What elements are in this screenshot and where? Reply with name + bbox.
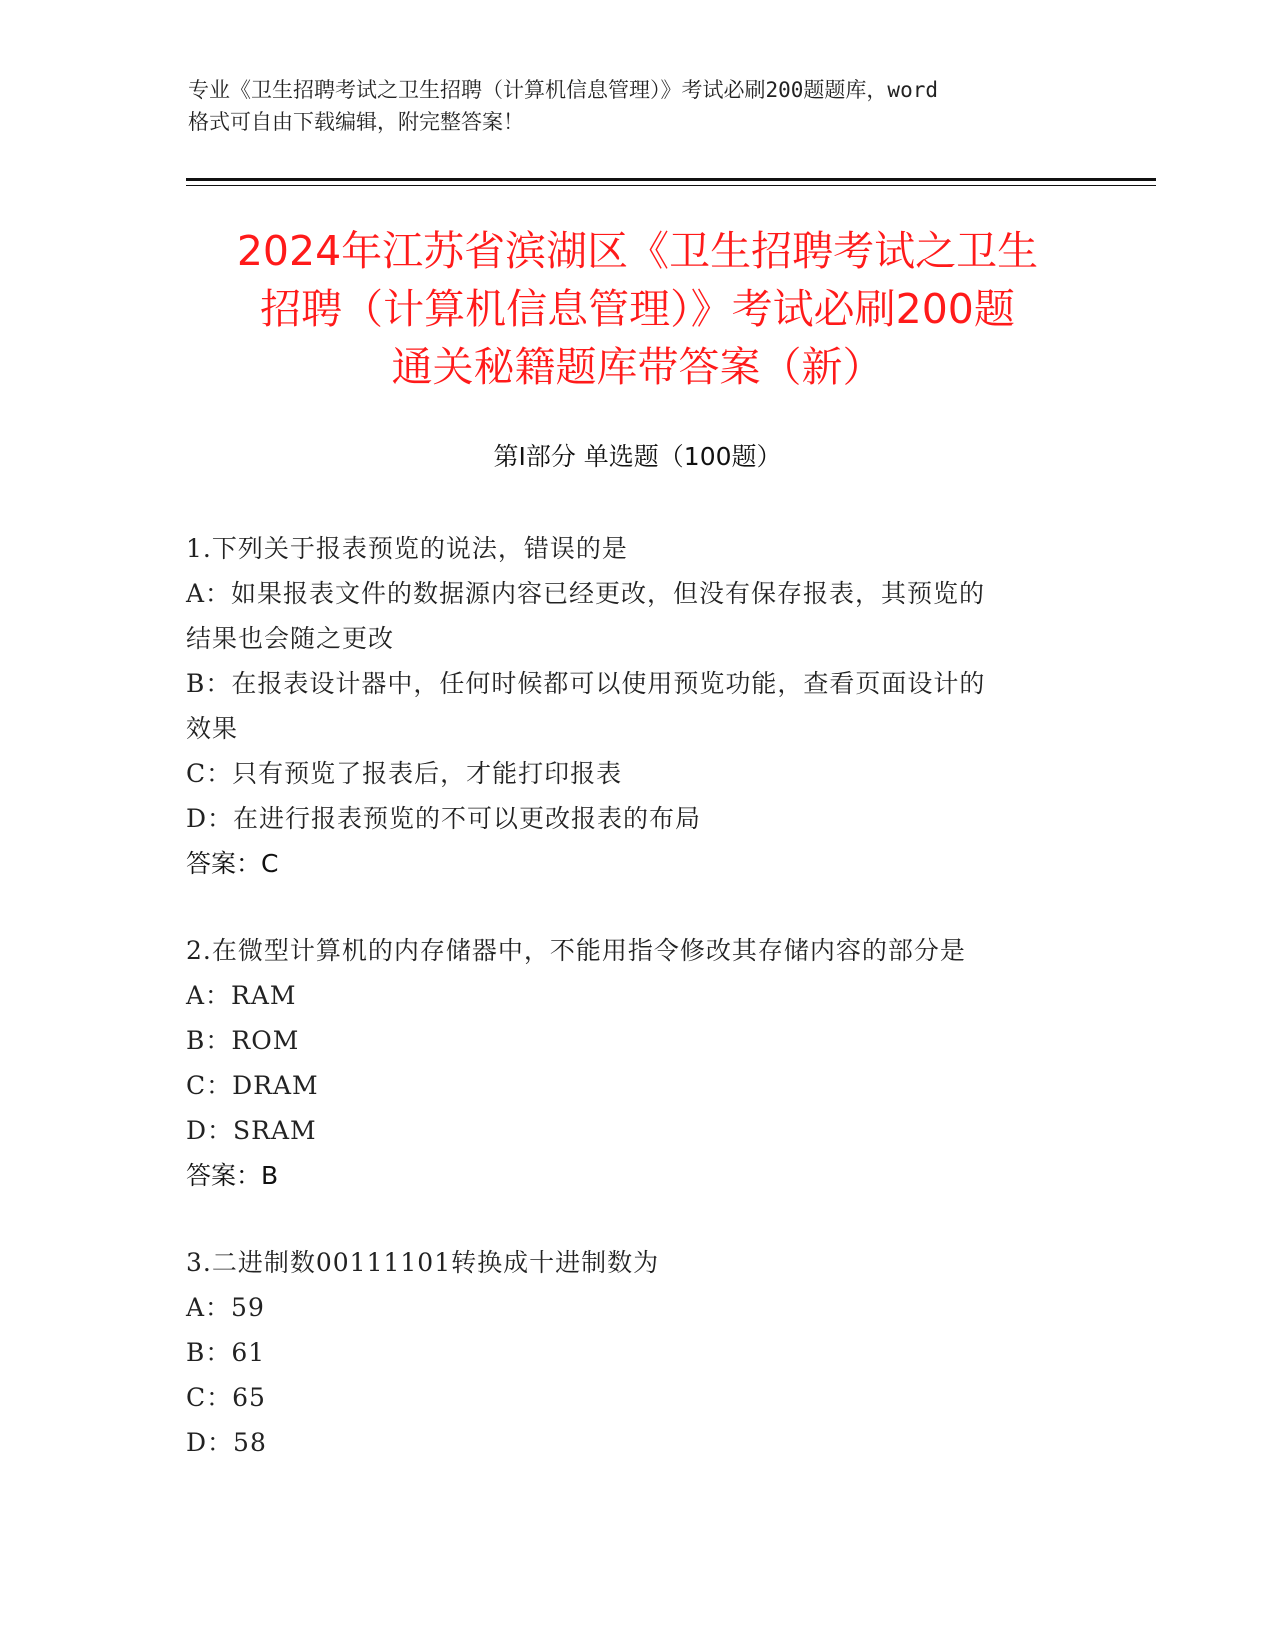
question-option: B：ROM [186, 1026, 300, 1055]
question-answer: 答案：C [186, 849, 279, 878]
question-option: C：65 [186, 1383, 266, 1412]
section-title: 第Ⅰ部分 单选题（100题） [493, 442, 782, 471]
question-stem: 2.在微型计算机的内存储器中，不能用指令修改其存储内容的部分是 [186, 936, 966, 965]
header-note-line: 格式可自由下载编辑，附完整答案！ [188, 110, 524, 134]
header-note-line: 专业《卫生招聘考试之卫生招聘（计算机信息管理）》考试必刷200题题库，word [188, 78, 938, 102]
title-line: 招聘（计算机信息管理）》考试必刷200题 [260, 285, 1015, 333]
question-option: D：SRAM [186, 1116, 317, 1145]
title-line: 通关秘籍题库带答案（新） [391, 343, 884, 391]
document-title [160, 222, 1115, 396]
question-option: A：RAM [186, 981, 297, 1010]
question-option: B：61 [186, 1338, 266, 1367]
question-option: 结果也会随之更改 [186, 624, 395, 653]
question-item [186, 526, 1086, 886]
question-option: A：如果报表文件的数据源内容已经更改，但没有保存报表，其预览的 [186, 579, 986, 608]
question-option: C：只有预览了报表后，才能打印报表 [186, 759, 623, 788]
question-option: D：在进行报表预览的不可以更改报表的布局 [186, 804, 702, 833]
header-divider-thick [186, 178, 1156, 181]
question-item [186, 1240, 1086, 1465]
question-option: A：59 [186, 1293, 265, 1322]
question-option: 效果 [186, 714, 239, 743]
question-answer: 答案：B [186, 1161, 279, 1190]
question-item [186, 928, 1086, 1198]
question-option: C：DRAM [186, 1071, 319, 1100]
question-option: D：58 [186, 1428, 267, 1457]
question-option: B：在报表设计器中，任何时候都可以使用预览功能，查看页面设计的 [186, 669, 986, 698]
question-stem: 1.下列关于报表预览的说法，错误的是 [186, 534, 628, 563]
title-line: 2024年江苏省滨湖区《卫生招聘考试之卫生 [236, 227, 1039, 275]
header-divider-thin [186, 185, 1156, 186]
question-list [186, 526, 1086, 1507]
question-stem: 3.二进制数00111101转换成十进制数为 [186, 1248, 660, 1277]
header-note [188, 74, 1088, 138]
